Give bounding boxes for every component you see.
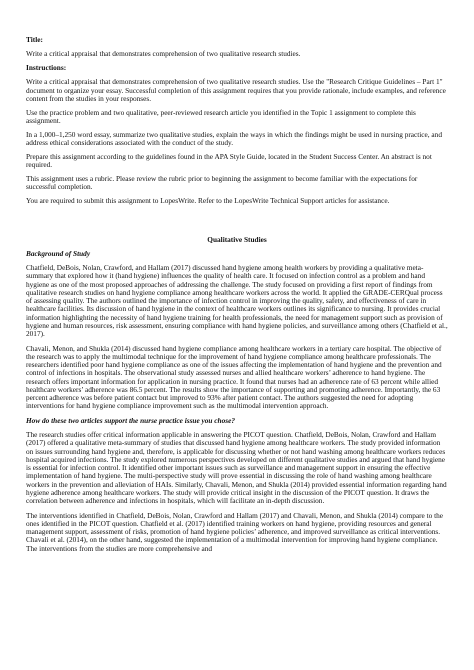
background-heading: Background of Study xyxy=(26,248,91,258)
instructions-paragraph: Write a critical appraisal that demonstrates comprehension of two qualitative research studies. Use the "Research Critique Guidelines – Part 1" document to organize your essay. Successful completion of this assignment requires that you provide rationale, include examples, and reference content from the studies in your responses. xyxy=(26,77,446,103)
background-paragraph: Chavali, Menon, and Shukla (2014) discussed hand hygiene compliance among healthcare workers in a tertiary care hospital. The objective of the research was to apply the multimodal technique for the improvement of hand hygiene compliance among healthcare professionals. The researchers identified poor hand hygiene compliance as one of the issues affecting the implementation of hand hygiene and the prevention and control of infections in hospitals. The observational study assessed nurses and allied healthcare workers’ adherence to hand hygiene. The research offers important information for application in nursing practice. It found that nurses had an adherence rate of 63 percent while allied healthcare workers’ adherence was 86.5 percent. The results show the importance of supporting and promoting adherence. Importantly, the 63 percent adherence was before patient contact but improved to 93% after patient contact. The authors suggested the need for adopting interventions for hand hygiene compliance improvement such as the multimodal intervention approach. xyxy=(26,343,442,411)
question-heading: How do these two articles support the nurse practice issue you chose? xyxy=(26,415,235,425)
section-spacer xyxy=(26,211,448,236)
support-paragraph: The research studies offer critical information applicable in answering the PICOT question. Chatfield, DeBois, Nolan, Crawford and Hallam (2017) offered a qualitative meta-summary of studies that discussed hand hygiene among healthcare workers. The study provided information on issues surrounding hand hygiene and, therefore, is applicable for discussing whether or not hand washing among healthcare workers reduces hospital acquired infections. The study explored numerous perspectives developed on different qualitative studies and argued that hand hygiene is essential for infection control. It identified other important issues such as surveillance and management support in ensuring the effective implementation of hand hygiene. The multi-perspective study will prove essential in discussing the role of hand washing among healthcare workers in the prevention and alleviation of HAIs. Similarly, Chavali, Menon, and Shukla (2014) provided essential information regarding hand hygiene adherence among healthcare workers. The study will provide critical insight in the discussion of the PICOT question. It draws the correlation between adherence and infections in hospitals, which will facilitate an in-depth discussion. xyxy=(26,430,447,506)
section-title: Qualitative Studies xyxy=(207,234,267,244)
instructions-paragraph: This assignment uses a rubric. Please review the rubric prior to beginning the assignment to become familiar with the expectations for successful completion. xyxy=(26,173,418,192)
instructions-paragraph: Prepare this assignment according to the guidelines found in the APA Style Guide, located in the Student Success Center. An abstract is not required. xyxy=(26,151,432,169)
background-paragraph: Chatfield, DeBois, Nolan, Crawford, and Hallam (2017) discussed hand hygiene among health workers by providing a qualitative meta-summary that explored how it (hand hygiene) influences the quality of health care. It focused on infection control as a problem and hand hygiene as one of the most proposed approaches of addressing the challenge. The study focused on providing a first report of findings from qualitative research studies on hand hygiene compliance among healthcare workers across the world. It applied the GRADE-CERQual process of assessing quality. The authors outlined the importance of infection control in improving the quality, safety, and effectiveness of care in healthcare facilities. Its discussion of hand hygiene in the context of healthcare workers outlines its significance to nursing. It provides crucial information highlighting the necessity of hand hygiene training for health professionals, the need for management support such as provision of hygiene and human resources, risk assessment, ensuring compliance with hand hygiene policies, and surveillance among others (Chatfield et al., 2017). xyxy=(26,263,448,339)
support-paragraph: The interventions identified in Chatfield, DeBois, Nolan, Crawford and Hallam (2017) and Chavali, Menon, and Shukla (2014) compare to the ones identified in the PICOT question. Chatfield et al. (2017) identified training workers on hand hygiene, providing resources and general management support, assessment of risks, promotion of hand hygiene policies’ adherence, and improved surveillance as critical interventions. Chavali et al. (2014), on the other hand, suggested the implementation of a multimodal intervention for improving hand hygiene compliance. The interventions from the studies are more comprehensive and xyxy=(26,510,444,553)
instructions-paragraph: In a 1,000–1,250 word essay, summarize two qualitative studies, explain the ways in which the findings might be used in nursing practice, and address ethical considerations associated with the conduct of the study. xyxy=(26,129,442,147)
instructions-paragraph: You are required to submit this assignment to LopesWrite. Refer to the LopesWrite Technical Support articles for assistance. xyxy=(26,195,390,205)
title-label: Title: xyxy=(26,35,43,44)
instructions-label: Instructions: xyxy=(26,63,67,73)
instructions-paragraph: Use the practice problem and two qualitative, peer-reviewed research article you identified in the Topic 1 assignment to complete this assignment. xyxy=(26,107,416,125)
title-text: Write a critical appraisal that demonstrates comprehension of two qualitative research studies. xyxy=(26,49,301,59)
